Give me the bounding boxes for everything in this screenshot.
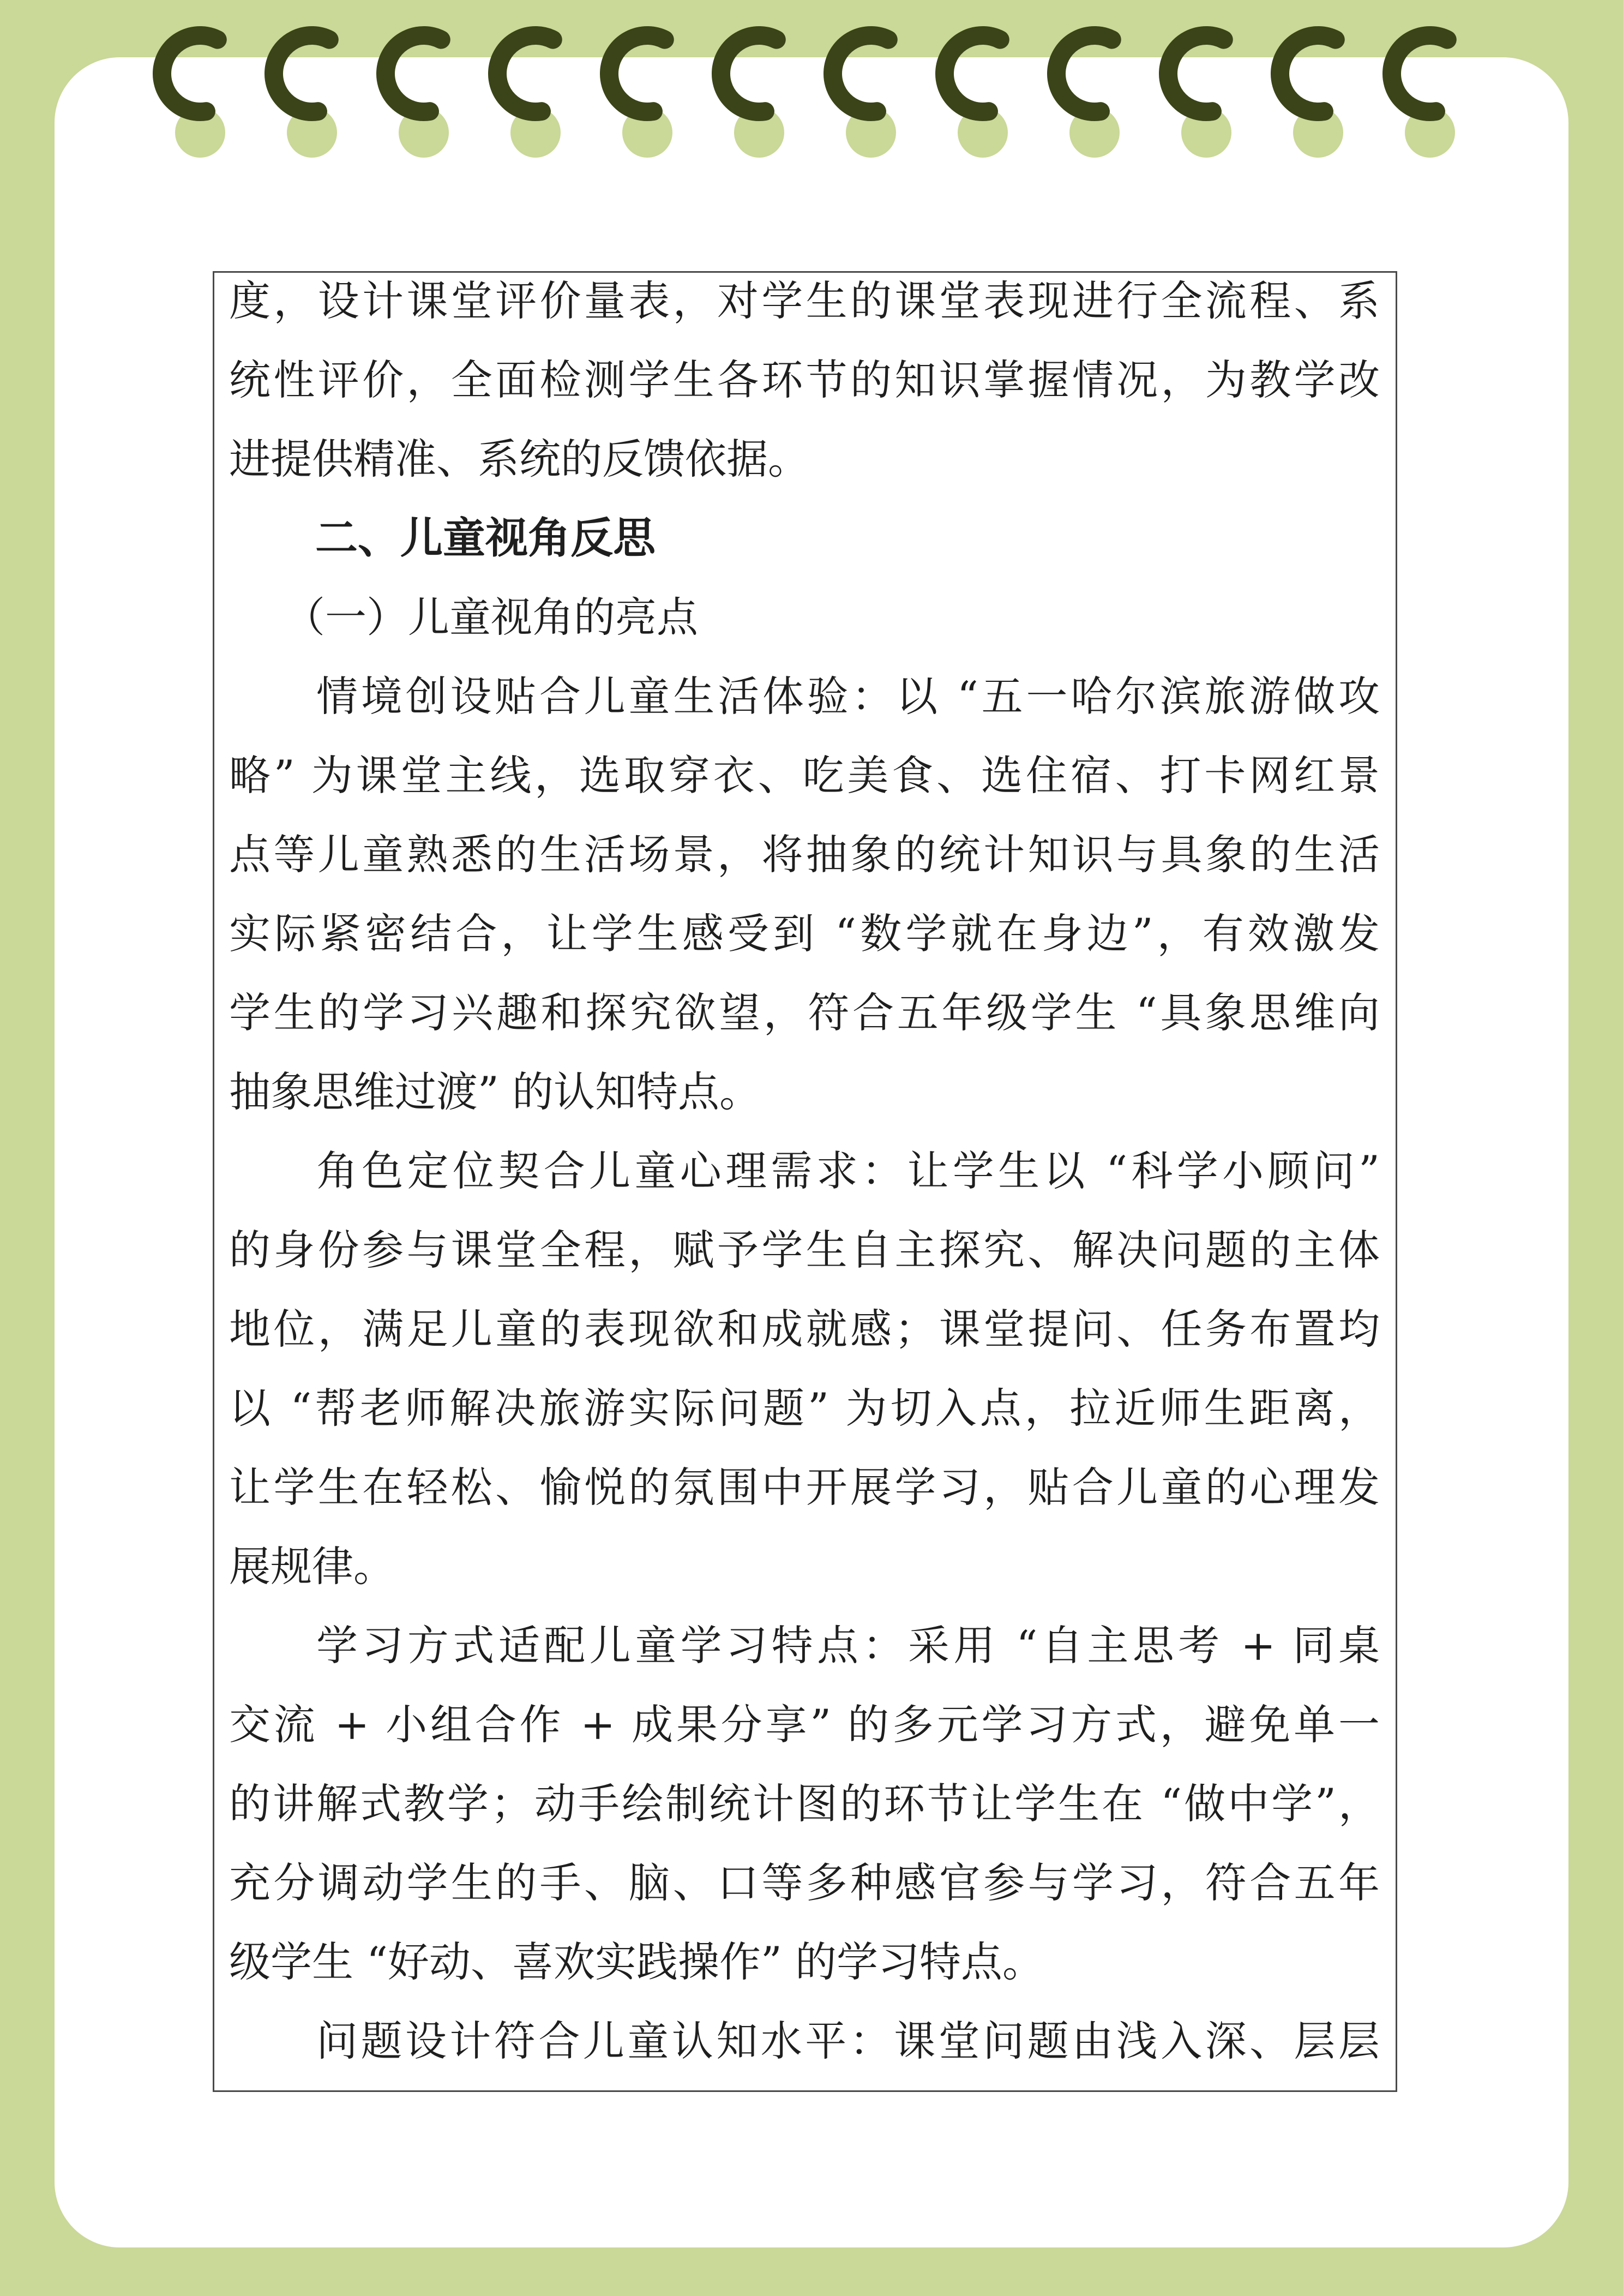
binding-ring: [721, 35, 777, 112]
paragraph-line: 让学生在轻松、愉悦的氛围中开展学习，贴合儿童的心理发: [229, 1463, 1380, 1512]
paragraph-line: 进提供精准、系统的反馈依据。: [229, 435, 809, 483]
paragraph-line: 地位，满足儿童的表现欲和成就感；课堂提问、任务布置均: [229, 1305, 1380, 1353]
binding-ring: [1056, 35, 1112, 112]
binding-ring: [1280, 35, 1336, 112]
binding-ring: [274, 35, 329, 112]
binding-ring: [162, 35, 218, 112]
paragraph-line: 展规律。: [229, 1542, 395, 1591]
paragraph-line: 角色定位契合儿童心理需求：让学生以 “科学小顾问”: [316, 1147, 1380, 1195]
spiral-binding: [0, 0, 1623, 175]
paragraph-line: 交流 + 小组合作 + 成果分享” 的多元学习方式，避免单一: [229, 1700, 1380, 1749]
section-heading: 二、儿童视角反思: [315, 514, 656, 563]
subsection-heading: （一）儿童视角的亮点: [284, 593, 698, 642]
binding-ring: [497, 35, 553, 112]
paragraph-line: 问题设计符合儿童认知水平：课堂问题由浅入深、层层: [316, 2017, 1380, 2065]
paragraph-line: 度，设计课堂评价量表，对学生的课堂表现进行全流程、系: [229, 277, 1380, 325]
binding-ring: [833, 35, 888, 112]
paragraph-line: 学生的学习兴趣和探究欲望，符合五年级学生 “具象思维向: [229, 988, 1380, 1037]
paragraph-line: 实际紧密结合，让学生感受到 “数学就在身边”，有效激发: [229, 909, 1380, 958]
paragraph-line: 点等儿童熟悉的生活场景，将抽象的统计知识与具象的生活: [229, 830, 1380, 879]
paragraph-line: 情境创设贴合儿童生活体验：以 “五一哈尔滨旅游做攻: [316, 672, 1380, 721]
paragraph-line: 学习方式适配儿童学习特点：采用 “自主思考 + 同桌: [316, 1621, 1380, 1670]
paragraph-line: 以 “帮老师解决旅游实际问题” 为切入点，拉近师生距离，: [229, 1384, 1380, 1432]
binding-ring: [386, 35, 441, 112]
binding-ring: [1168, 35, 1224, 112]
paragraph-line: 抽象思维过渡” 的认知特点。: [229, 1068, 761, 1116]
paragraph-line: 级学生 “好动、喜欢实践操作” 的学习特点。: [229, 1938, 1044, 1986]
binding-ring: [1392, 35, 1447, 112]
paragraph-line: 的讲解式教学；动手绘制统计图的环节让学生在 “做中学”，: [229, 1779, 1380, 1828]
paragraph-line: 的身份参与课堂全程，赋予学生自主探究、解决问题的主体: [229, 1226, 1380, 1274]
paragraph-line: 充分调动学生的手、脑、口等多种感官参与学习，符合五年: [229, 1859, 1380, 1907]
binding-ring: [945, 35, 1000, 112]
paragraph-line: 略” 为课堂主线，选取穿衣、吃美食、选住宿、打卡网红景: [229, 751, 1380, 800]
binding-ring: [609, 35, 665, 112]
paragraph-line: 统性评价，全面检测学生各环节的知识掌握情况，为教学改: [229, 356, 1380, 404]
